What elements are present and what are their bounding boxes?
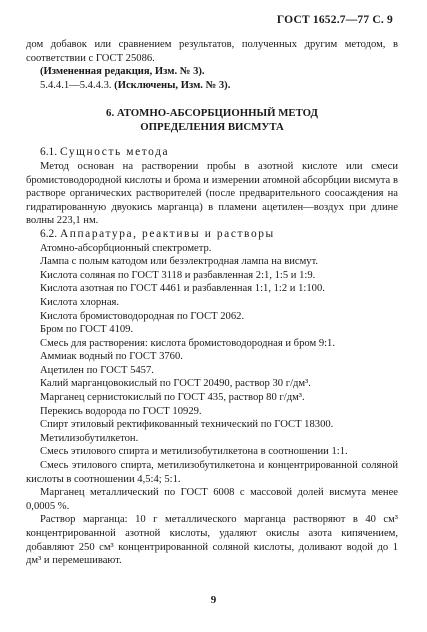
list-item: Смесь этилового спирта и метилизобутилкетона в соотношении 1:1. [40,446,348,458]
subsection-number: 6.2. [40,227,58,240]
method-paragraph: Метод основан на растворении пробы в азотной кислоте или смеси бромистоводородной кислоты и брома и измерении атомной абсорбции висмута в растворе органических растворителей (после предварительного соосаждения на гидратированную двуокись марганца) в пламени ацетилен—воздух при длине волны 223,1 нм. [26,160,398,227]
subsection-number: 6.1. [40,146,58,159]
subsection-title: Аппаратура, реактивы и растворы [59,227,275,240]
list-item: Смесь для растворения: кислота бромистоводородная и бром 9:1. [40,337,336,349]
list-item: Кислота хлорная. [40,296,120,308]
list-item: Перекись водорода по ГОСТ 10929. [40,405,202,417]
document-body [26,38,398,568]
excluded-note: (Исключены, Изм. № 3). [114,79,231,91]
intro-note: (Измененная редакция, Изм. № 3). [40,66,205,78]
list-item: Ацетилен по ГОСТ 5457. [40,364,154,376]
list-item: Марганец металлический по ГОСТ 6008 с массовой долей висмута менее 0,0005 %. [26,487,398,512]
list-item: Бром по ГОСТ 4109. [40,324,134,336]
intro-paragraph: дом добавок или сравнением результатов, полученных другим методом, в соответствии с ГОСТ 25086. [26,39,398,64]
standard-header: ГОСТ 1652.7—77 С. 9 [276,14,393,26]
list-item: Калий марганцовокислый по ГОСТ 20490, раствор 30 г/дм³. [40,378,311,390]
list-item: Марганец сернистокислый по ГОСТ 435, раствор 80 г/дм³. [40,392,305,404]
subsection-heading-essence [26,146,398,160]
list-item: Кислота азотная по ГОСТ 4461 и разбавленная 1:1, 1:2 и 1:100. [40,283,325,295]
list-item: Атомно-абсорбционный спектрометр. [40,242,212,254]
subsection-title: Сущность метода [59,146,170,159]
excluded-range: 5.4.4.1—5.4.4.3. [40,79,112,91]
excluded-line [26,79,398,93]
list-item: Кислота бромистоводородная по ГОСТ 2062. [40,310,245,322]
subsection-heading-apparatus [26,228,398,242]
list-item: Смесь этилового спирта, метилизобутилкетона и концентрированной соляной кислоты в соотношении 4,5:4; 5:1. [26,460,398,485]
list-item: Аммиак водный по ГОСТ 3760. [40,351,183,363]
section-title-line1: 6. АТОМНО-АБСОРБЦИОННЫЙ МЕТОД [106,107,318,120]
list-item: Спирт этиловый ректификованный технический по ГОСТ 18300. [40,419,334,431]
list-item: Раствор марганца: 10 г металлического марганца растворяют в 40 см³ концентрированной азотной кислоты, удаляют окислы азота кипячением, добавляют 250 см³ концентрированной соляной кислоты, доливают водой до 1 дм³ и перемешивают. [26,514,398,567]
list-item: Кислота соляная по ГОСТ 3118 и разбавленная 2:1, 1:5 и 1:9. [40,269,316,281]
page-number: 9 [210,594,217,606]
section-title [26,106,398,134]
list-item: Метилизобутилкетон. [40,432,139,444]
list-item: Лампа с полым катодом или безэлектродная лампа на висмут. [40,256,319,268]
section-title-line2: ОПРЕДЕЛЕНИЯ ВИСМУТА [140,121,284,134]
